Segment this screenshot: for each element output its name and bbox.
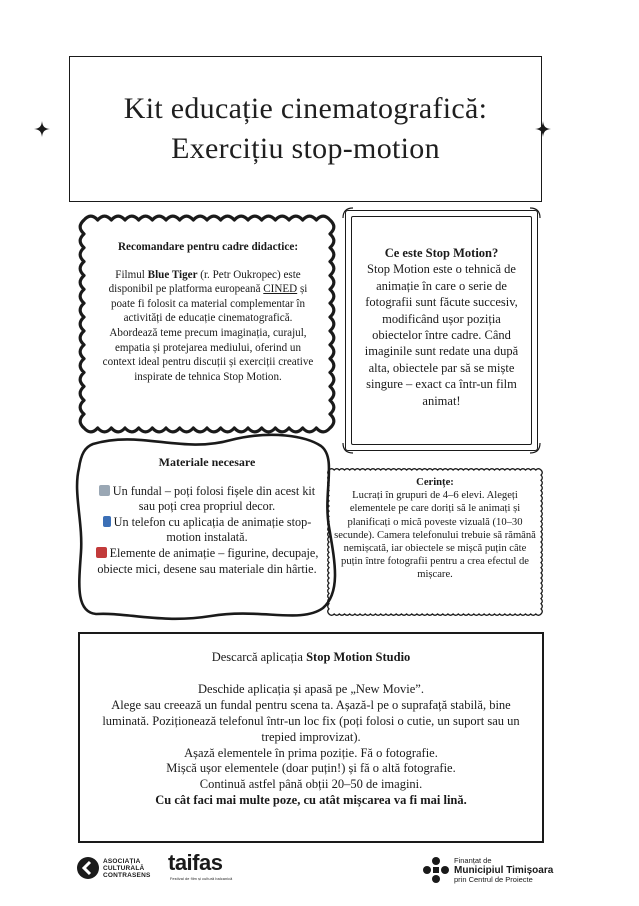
taifas-logo: taifas bbox=[168, 850, 223, 875]
materials-item bbox=[92, 484, 322, 515]
step-line: Continuă astfel până obții 20–50 de imagini. bbox=[199, 777, 423, 792]
requirements-panel bbox=[334, 476, 536, 582]
recommendation-heading: Recomandare pentru cadre didactice: bbox=[117, 241, 299, 253]
contrasens-logo-icon bbox=[76, 856, 100, 880]
step-line: Deschide aplicația și apasă pe „New Movie”. bbox=[198, 681, 424, 696]
recommendation-text-2: (r. Petr Oukropec) este disponibil pe platforma europeană bbox=[108, 268, 301, 296]
page-icon bbox=[99, 485, 110, 496]
step-line: Alege sau creează un fundal pentru scena ta. Așază-l pe o suprafață stabilă, bine luminată. Poziționează telefonul într-un loc fix (poți folosi o cutie, un suport sau un trepied improvizat). bbox=[102, 697, 520, 744]
asoc-line: CONTRASENS bbox=[103, 872, 151, 880]
step-line: Așază elementele în prima poziție. Fă o fotografie. bbox=[184, 745, 438, 760]
materials-item-text: Un telefon cu aplicația de animație stop-motion instalată. bbox=[113, 514, 312, 545]
requirements-body: Lucrați în grupuri de 4–6 elevi. Alegeți elementele pe care doriți să le animați și planificați o mică poveste vizuală (10–30 secunde). Camera telefonului trebuie să rămână nemișcată, iar obiectele se mișcă puțin câte puțin între fotografii pentru a crea efectul de mișcare. bbox=[334, 490, 536, 581]
stop-motion-panel bbox=[356, 245, 527, 409]
phone-icon bbox=[103, 516, 111, 527]
funder-text bbox=[454, 856, 553, 885]
funder-name: Municipiul Timișoara bbox=[454, 864, 554, 876]
stop-motion-body: Stop Motion este o tehnică de animație în care o serie de fotografii sunt făcute succesiv, modificând ușor poziția obiectelor între cadre. Când imaginile sunt redate una după alta, obiectele par să se miște singure – exact ca într-un film animat! bbox=[364, 262, 519, 408]
cined-link[interactable]: CINED bbox=[263, 283, 298, 296]
requirements-heading: Cerințe: bbox=[416, 477, 454, 488]
sparkle-left-icon bbox=[34, 121, 50, 137]
materials-panel bbox=[92, 455, 322, 577]
stop-motion-heading: Ce este Stop Motion? bbox=[384, 246, 499, 260]
materials-item bbox=[92, 546, 322, 577]
funded-label: Finanțat de bbox=[454, 856, 492, 865]
sparkle-right-icon bbox=[535, 121, 551, 137]
recommendation-text-1: Filmul bbox=[115, 268, 148, 281]
page-title-line-1: Kit educație cinematografică: bbox=[123, 92, 488, 125]
timisoara-logo-icon bbox=[422, 856, 450, 884]
recommendation-text-3: și poate fi folosit ca material complementar în activități de educație cinematografică. Abordează teme precum imaginația, curajul, empatia și protejarea mediului, oferind un context ideal pentru discuții și exerciții creative inspirate de tehnica Stop Motion. bbox=[102, 283, 314, 383]
download-prefix: Descarcă aplicația bbox=[211, 650, 307, 664]
app-name: Stop Motion Studio bbox=[306, 650, 411, 664]
materials-item bbox=[92, 515, 322, 546]
steps-final: Cu cât faci mai multe poze, cu atât mișcarea va fi mai lină. bbox=[155, 793, 467, 808]
funder-sub: prin Centrul de Proiecte bbox=[454, 875, 533, 884]
recommendation-panel bbox=[100, 240, 316, 384]
page-title-line-2: Exercițiu stop-motion bbox=[171, 132, 440, 165]
materials-item-text: Elemente de animație – figurine, decupaje, obiecte mici, desene sau materiale din hârtie. bbox=[97, 545, 319, 576]
step-line: Mișcă ușor elementele (doar puțin!) și fă o altă fotografie. bbox=[166, 761, 456, 776]
contrasens-logo-text bbox=[103, 858, 151, 880]
asoc-line: ASOCIAȚIA bbox=[103, 858, 141, 865]
dice-icon bbox=[96, 547, 107, 558]
asoc-line: CULTURALĂ bbox=[103, 865, 145, 873]
materials-heading: Materiale necesare bbox=[158, 455, 256, 469]
title-box bbox=[69, 56, 542, 202]
film-title: Blue Tiger bbox=[147, 268, 198, 281]
steps-panel bbox=[92, 650, 530, 809]
taifas-subtitle: Festival de film și cultură balcanică bbox=[170, 877, 233, 881]
download-line bbox=[92, 650, 530, 666]
materials-item-text: Un fundal – poți folosi fișele din acest kit sau poți crea propriul decor. bbox=[112, 483, 316, 514]
